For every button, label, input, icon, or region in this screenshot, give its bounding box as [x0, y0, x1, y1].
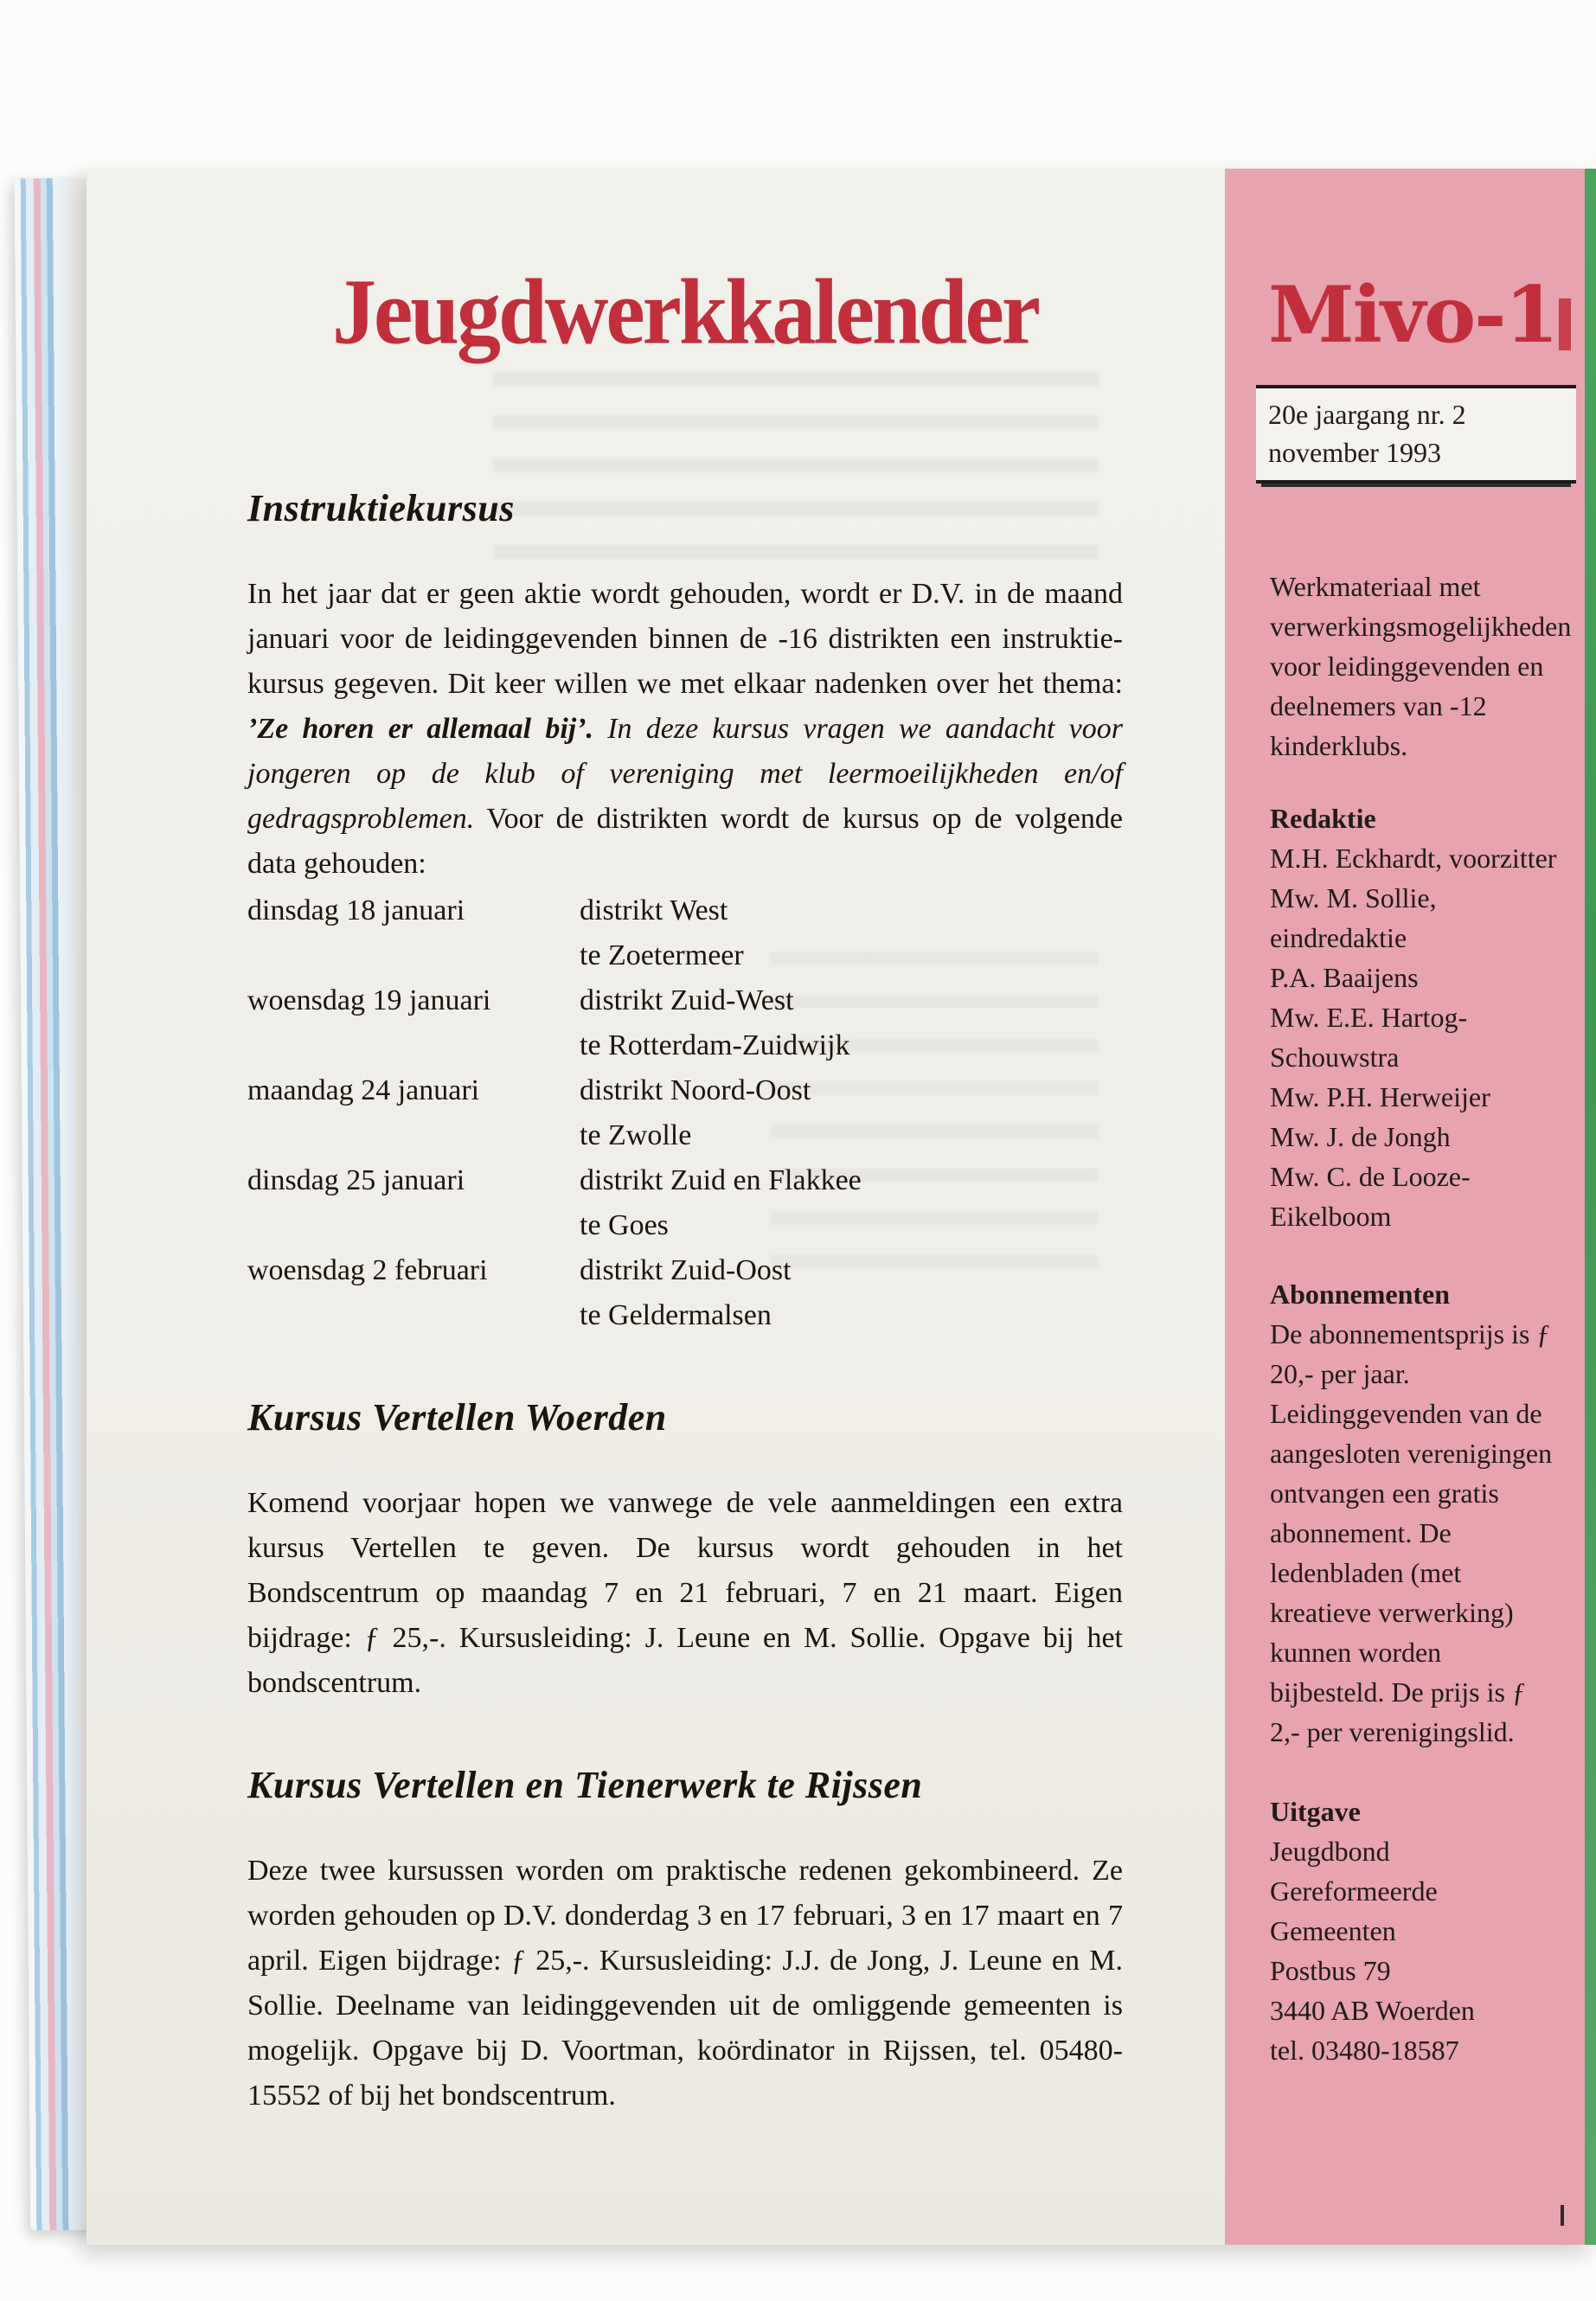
- uitgave-heading: Uitgave: [1270, 1796, 1361, 1827]
- schedule-day: dinsdag 25 januari: [247, 1164, 465, 1196]
- redaktie-heading: Redaktie: [1270, 803, 1376, 834]
- scan-corner-mark: [1561, 2205, 1564, 2226]
- redaktie-member: Mw. C. de Looze-Eikelboom: [1270, 1161, 1471, 1232]
- schedule-day: woensdag 19 januari: [247, 984, 491, 1016]
- masthead-title: Mivo-1: [1268, 269, 1558, 361]
- uitgave-line: Postbus 79: [1270, 1955, 1391, 1986]
- schedule-location: [580, 978, 1123, 1068]
- green-cover-edge: [1585, 169, 1596, 2245]
- schedule-location: [580, 1158, 1123, 1248]
- redaktie-member: Mw. M. Sollie, eindredaktie: [1270, 882, 1437, 953]
- page-title: Jeugdwerkkalender: [332, 260, 1038, 364]
- schedule-place: te Zwolle: [580, 1119, 692, 1151]
- schedule-day: maandag 24 januari: [247, 1074, 480, 1106]
- kursus-vertellen-woerden-paragraph: Komend voorjaar hopen we vanwege de vele aanmeldingen een extra kursus Vertellen te geven. De kursus wordt gehouden in het Bondscentrum op maandag 7 en 21 februari, 7 en 21 maart. Eigen bijdrage: ƒ 25,-. Kursusleiding: J. Leune en M. Sollie. Opgave bij het bondscentrum.: [247, 1487, 1123, 1699]
- section-heading-instruktiekursus: Instruktiekursus: [247, 487, 515, 529]
- abonnementen-text: De abonnementsprijs is ƒ 20,- per jaar. Leidinggevenden van de aangesloten verenigingen ontvangen een gratis abonnement. De ledenbladen (met kreatieve verwerking) kunnen worden bijbesteld. De prijs is ƒ 2,- per verenigingslid.: [1270, 1318, 1553, 1747]
- schedule-place: te Rotterdam-Zuidwijk: [580, 1029, 850, 1061]
- uitgave-line: Jeugdbond Gereformeerde Gemeenten: [1270, 1836, 1438, 1946]
- section-heading-kursus-vertellen-woerden: Kursus Vertellen Woerden: [247, 1396, 667, 1439]
- uitgave-section: [1270, 1791, 1557, 2070]
- schedule-location: [580, 888, 1123, 978]
- schedule-district: distrikt West: [580, 894, 728, 926]
- uitgave-line: tel. 03480-18587: [1270, 2035, 1459, 2066]
- redaktie-member: P.A. Baaijens: [1270, 962, 1419, 993]
- redaktie-member: Mw. E.E. Hartog-Schouwstra: [1270, 1002, 1468, 1073]
- issue-volume: 20e jaargang nr. 2: [1268, 399, 1466, 430]
- paragraph-text: Voor de distrikten wordt de kursus op de volgende data gehouden:: [247, 803, 1123, 880]
- redaktie-member: M.H. Eckhardt, voorzitter: [1270, 843, 1557, 874]
- redaktie-member: Mw. J. de Jongh: [1270, 1121, 1451, 1152]
- uitgave-line: 3440 AB Woerden: [1270, 1995, 1475, 2026]
- abonnementen-section: [1270, 1274, 1557, 1752]
- redaktie-member: Mw. P.H. Herweijer: [1270, 1081, 1490, 1112]
- schedule-location: [580, 1068, 1123, 1158]
- schedule-row: [247, 888, 1123, 978]
- instruktiekursus-paragraph: [247, 572, 1123, 887]
- sidebar-intro-text: Werkmateriaal met verwerkingsmogelijkheden voor leidinggevenden en deelnemers van -12 kinderklubs.: [1270, 571, 1572, 761]
- schedule-place: te Geldermalsen: [580, 1299, 772, 1331]
- schedule-place: te Goes: [580, 1209, 669, 1241]
- abonnementen-heading: Abonnementen: [1270, 1279, 1451, 1310]
- schedule-district: distrikt Zuid en Flakkee: [580, 1164, 862, 1196]
- issue-info-box: [1256, 385, 1576, 484]
- schedule-row: [247, 1158, 1123, 1248]
- schedule-location: [580, 1248, 1123, 1338]
- schedule-district: distrikt Zuid-Oost: [580, 1254, 792, 1286]
- masthead-clipped-glyph: [1559, 298, 1571, 350]
- schedule-day: woensdag 2 februari: [247, 1254, 488, 1286]
- schedule-row: [247, 978, 1123, 1068]
- magazine-page: [87, 169, 1596, 2245]
- schedule-row: [247, 1068, 1123, 1158]
- schedule-row: [247, 1248, 1123, 1338]
- section-heading-kursus-vertellen-rijssen: Kursus Vertellen en Tienerwerk te Rijssen: [247, 1764, 923, 1806]
- thema-emphasis: ’Ze horen er allemaal bij’.: [247, 713, 594, 745]
- schedule-district: distrikt Zuid-West: [580, 984, 794, 1016]
- paragraph-text: In het jaar dat er geen aktie wordt gehouden, wordt er D.V. in de maand januari voor de leidinggevenden binnen de -16 distrikten een instruktie-kursus gegeven. Dit keer willen we met elkaar nadenken over het thema:: [247, 578, 1123, 700]
- redaktie-section: [1270, 798, 1557, 1236]
- course-schedule: [247, 888, 1123, 1338]
- colophon-sidebar: [1225, 169, 1585, 2245]
- schedule-district: distrikt Noord-Oost: [580, 1074, 811, 1106]
- kursus-vertellen-rijssen-paragraph: Deze twee kursussen worden om praktische redenen gekombineerd. Ze worden gehouden op D.V. donderdag 3 en 17 februari, 3 en 17 maart en 7 april. Eigen bijdrage: ƒ 25,-. Kursusleiding: J.J. de Jong, J. Leune en M. Sollie. Deelname van leidinggevenden uit de omliggende gemeenten is mogelijk. Opgave bij D. Voortman, koördinator in Rijssen, tel. 05480-15552 of bij het bondscentrum.: [247, 1855, 1123, 2112]
- schedule-day: dinsdag 18 januari: [247, 894, 465, 926]
- schedule-place: te Zoetermeer: [580, 939, 744, 971]
- issue-date: november 1993: [1268, 437, 1441, 468]
- paragraph-italic-text: In deze kursus vragen we aandacht voor jongeren op de klub of vereniging met leermoeilijkheden en/of gedragsproblemen.: [247, 713, 1123, 835]
- article-column: [247, 259, 1123, 2118]
